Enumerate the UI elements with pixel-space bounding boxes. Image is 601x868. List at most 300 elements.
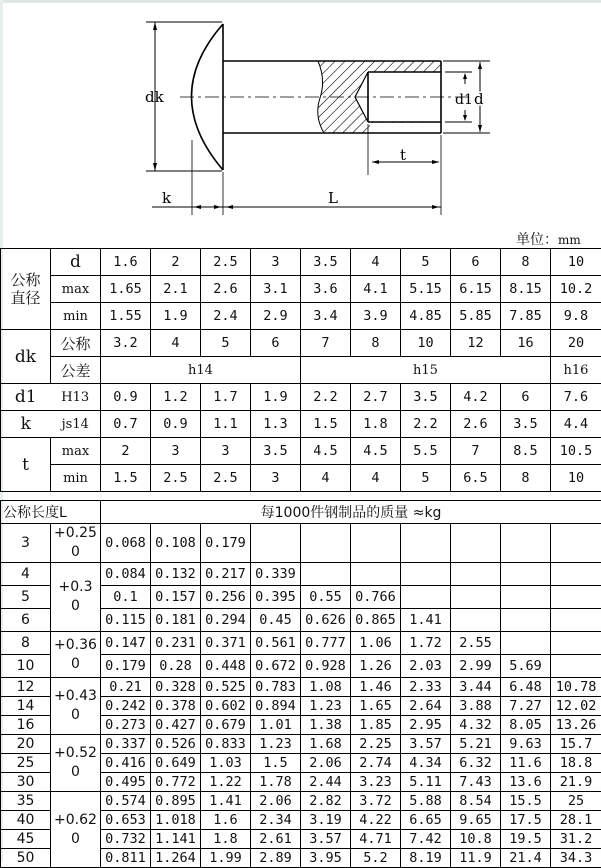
mass-cell — [551, 609, 601, 632]
cell: 2.7 — [351, 384, 401, 411]
mass-cell: 1.018 — [151, 811, 201, 830]
d1-tolerance: H13 — [51, 384, 101, 411]
tolerance-lower: 0 — [51, 597, 100, 616]
mass-cell: 18.8 — [551, 754, 601, 773]
mass-cell: 1.264 — [151, 849, 201, 868]
cell: 6.5 — [451, 465, 501, 492]
mass-cell — [451, 586, 501, 609]
spec-table — [0, 248, 601, 492]
cell: h14 — [101, 357, 301, 384]
mass-cell: 9.65 — [451, 811, 501, 830]
cell: 12 — [451, 330, 501, 357]
mass-cell: 0.108 — [151, 524, 201, 563]
mass-cell: 0.132 — [151, 563, 201, 586]
mass-cell — [451, 563, 501, 586]
mass-cell: 1.08 — [301, 678, 351, 697]
dk-nominal-label: 公称 — [51, 330, 101, 357]
cell: 1.55 — [101, 303, 151, 330]
row-d-max — [1, 276, 601, 303]
dk-label: dk — [145, 88, 165, 106]
cell: 4.5 — [301, 438, 351, 465]
mass-cell: 0.427 — [151, 716, 201, 735]
mass-cell — [501, 586, 551, 609]
mass-cell: 4.22 — [351, 811, 401, 830]
cell: 4 — [151, 330, 201, 357]
cell: 6.15 — [451, 276, 501, 303]
cell: 3.6 — [301, 276, 351, 303]
mass-header: 每1000件钢制品的质量 ≈kg — [101, 501, 601, 524]
mass-cell: 0.256 — [201, 586, 251, 609]
mass-cell: 0.1 — [101, 586, 151, 609]
mass-cell — [251, 524, 301, 563]
mass-cell: 2.06 — [251, 792, 301, 811]
cell: 3 — [251, 249, 301, 276]
min-label: min — [51, 465, 101, 492]
cell: 4.4 — [551, 411, 601, 438]
row-k — [1, 411, 601, 438]
mass-cell: 2.34 — [251, 811, 301, 830]
mass-cell: 0.766 — [351, 586, 401, 609]
length-tolerance-cell — [51, 735, 101, 792]
mass-cell: 3.88 — [451, 697, 501, 716]
mass-cell: 0.574 — [101, 792, 151, 811]
cell: 3.1 — [251, 276, 301, 303]
mass-cell: 1.68 — [301, 735, 351, 754]
cell: 4 — [351, 249, 401, 276]
length-cell: 8 — [1, 632, 51, 655]
mass-cell: 1.23 — [301, 697, 351, 716]
cell: 10.2 — [551, 276, 601, 303]
mass-cell: 2.64 — [401, 697, 451, 716]
mass-cell: 2.33 — [401, 678, 451, 697]
cell: 8 — [501, 249, 551, 276]
mass-header-row — [1, 501, 601, 524]
mass-cell: 1.72 — [401, 632, 451, 655]
tolerance-upper: +0.3 — [51, 578, 100, 597]
mass-cell: 8.05 — [501, 716, 551, 735]
mass-cell: 1.85 — [351, 716, 401, 735]
mass-cell: 1.46 — [351, 678, 401, 697]
mass-cell: 28.1 — [551, 811, 601, 830]
length-cell: 45 — [1, 830, 51, 849]
mass-cell — [551, 586, 601, 609]
mass-cell: 0.217 — [201, 563, 251, 586]
mass-cell: 0.865 — [351, 609, 401, 632]
length-tolerance-cell — [51, 563, 101, 632]
length-cell: 35 — [1, 792, 51, 811]
mass-cell: 1.23 — [251, 735, 301, 754]
cell: 16 — [501, 330, 551, 357]
mass-cell: 3.44 — [451, 678, 501, 697]
mass-cell: 0.416 — [101, 754, 151, 773]
length-tolerance-cell — [51, 524, 101, 563]
mass-cell — [351, 563, 401, 586]
cell: 2.9 — [251, 303, 301, 330]
mass-cell: 21.9 — [551, 773, 601, 792]
unit-value: mm — [558, 233, 581, 247]
length-tolerance-cell — [51, 632, 101, 678]
length-cell: 25 — [1, 754, 51, 773]
mass-cell: 2.06 — [301, 754, 351, 773]
cell: 0.9 — [101, 384, 151, 411]
mass-cell: 1.38 — [301, 716, 351, 735]
mass-cell: 0.179 — [101, 655, 151, 678]
mass-cell: 2.61 — [251, 830, 301, 849]
cell: 4 — [351, 465, 401, 492]
cell: 10 — [551, 465, 601, 492]
mass-cell: 21.4 — [501, 849, 551, 868]
mass-cell: 10.78 — [551, 678, 601, 697]
cell: 2 — [101, 438, 151, 465]
cell: 3.5 — [401, 384, 451, 411]
max-label: max — [51, 438, 101, 465]
cell: 5.85 — [451, 303, 501, 330]
cell: 2.2 — [401, 411, 451, 438]
mass-cell: 0.649 — [151, 754, 201, 773]
mass-cell: 0.894 — [251, 697, 301, 716]
mass-cell: 1.99 — [201, 849, 251, 868]
row-dk-nominal — [1, 330, 601, 357]
mass-cell: 1.6 — [201, 811, 251, 830]
mass-cell: 4.71 — [351, 830, 401, 849]
mass-cell — [501, 609, 551, 632]
mass-cell: 1.78 — [251, 773, 301, 792]
cell: 5 — [401, 465, 451, 492]
mass-cell: 1.03 — [201, 754, 251, 773]
cell: 3.5 — [301, 249, 351, 276]
mass-cell — [551, 655, 601, 678]
mass-cell: 6.32 — [451, 754, 501, 773]
d-header: d — [51, 249, 101, 276]
mass-cell: 5.69 — [501, 655, 551, 678]
cell: 7.6 — [551, 384, 601, 411]
mass-cell: 3.23 — [351, 773, 401, 792]
length-cell: 14 — [1, 697, 51, 716]
mass-cell: 0.28 — [151, 655, 201, 678]
mass-cell: 0.679 — [201, 716, 251, 735]
cell: 10 — [551, 249, 601, 276]
cell: 8 — [351, 330, 401, 357]
mass-cell: 1.65 — [351, 697, 401, 716]
length-cell: 3 — [1, 524, 51, 563]
tolerance-upper: +0.25 — [51, 524, 100, 543]
mass-cell: 0.772 — [151, 773, 201, 792]
cell: 3.2 — [101, 330, 151, 357]
mass-cell: 0.328 — [151, 678, 201, 697]
mass-cell: 11.6 — [501, 754, 551, 773]
mass-cell: 0.777 — [301, 632, 351, 655]
cell: 3.4 — [301, 303, 351, 330]
mass-row — [1, 632, 601, 655]
cell: 5 — [401, 249, 451, 276]
k-label: k — [162, 189, 172, 207]
cell: 20 — [551, 330, 601, 357]
mass-cell: 11.9 — [451, 849, 501, 868]
cell: 5 — [201, 330, 251, 357]
tolerance-lower: 0 — [51, 706, 100, 725]
length-cell: 40 — [1, 811, 51, 830]
mass-cell: 0.378 — [151, 697, 201, 716]
mass-cell: 0.833 — [201, 735, 251, 754]
mass-cell: 25 — [551, 792, 601, 811]
row-dk-tolerance — [1, 357, 601, 384]
d1-header: d1 — [1, 384, 51, 411]
cell: 8.5 — [501, 438, 551, 465]
mass-cell: 0.157 — [151, 586, 201, 609]
mass-cell: 0.084 — [101, 563, 151, 586]
mass-cell: 0.783 — [251, 678, 301, 697]
length-cell: 5 — [1, 586, 51, 609]
mass-cell: 3.57 — [301, 830, 351, 849]
mass-row — [1, 563, 601, 586]
mass-cell: 2.95 — [401, 716, 451, 735]
mass-cell — [551, 524, 601, 563]
mass-cell: 2.82 — [301, 792, 351, 811]
mass-cell — [401, 563, 451, 586]
nominal-diameter-label: 公称直径 — [1, 249, 51, 330]
mass-cell: 7.43 — [451, 773, 501, 792]
mass-cell — [451, 524, 501, 563]
cell: 3 — [201, 438, 251, 465]
tolerance-lower: 0 — [51, 655, 100, 674]
t-header: t — [1, 438, 51, 492]
d1-label: d1 — [455, 92, 473, 108]
cell: 5.5 — [401, 438, 451, 465]
mass-cell: 6.65 — [401, 811, 451, 830]
mass-cell — [401, 586, 451, 609]
cell: 2 — [151, 249, 201, 276]
mass-cell — [551, 563, 601, 586]
row-d — [1, 249, 601, 276]
cell: 1.5 — [101, 465, 151, 492]
mass-table-body — [1, 501, 601, 868]
dk-tolerance-label: 公差 — [51, 357, 101, 384]
cell: 2.5 — [201, 465, 251, 492]
tolerance-upper: +0.52 — [51, 744, 100, 763]
cell: 4.1 — [351, 276, 401, 303]
cell: 2.5 — [201, 249, 251, 276]
cell: 3.5 — [501, 411, 551, 438]
mass-cell: 0.732 — [101, 830, 151, 849]
length-cell: 50 — [1, 849, 51, 868]
mass-cell: 0.339 — [251, 563, 301, 586]
cell: 1.1 — [201, 411, 251, 438]
mass-cell — [401, 524, 451, 563]
mass-cell: 8.19 — [401, 849, 451, 868]
mass-cell: 5.88 — [401, 792, 451, 811]
tolerance-upper: +0.43 — [51, 687, 100, 706]
k-tolerance: js14 — [51, 411, 101, 438]
mass-cell: 15.5 — [501, 792, 551, 811]
cell: 4.85 — [401, 303, 451, 330]
cell: h16 — [551, 357, 601, 384]
mass-cell: 13.6 — [501, 773, 551, 792]
mass-cell: 0.525 — [201, 678, 251, 697]
cell: 2.5 — [151, 465, 201, 492]
tolerance-upper: +0.62 — [51, 811, 100, 830]
mass-cell — [301, 563, 351, 586]
mass-cell: 7.27 — [501, 697, 551, 716]
mass-cell — [501, 524, 551, 563]
mass-cell: 0.068 — [101, 524, 151, 563]
length-header: 公称长度L — [1, 501, 101, 524]
mass-cell: 17.5 — [501, 811, 551, 830]
mass-cell: 1.41 — [401, 609, 451, 632]
cell: 0.9 — [151, 411, 201, 438]
cell: 2.1 — [151, 276, 201, 303]
mass-cell: 13.26 — [551, 716, 601, 735]
mass-cell: 9.63 — [501, 735, 551, 754]
cell: 2.4 — [201, 303, 251, 330]
k-header: k — [1, 411, 51, 438]
d-label: d — [474, 90, 484, 108]
mass-cell: 0.242 — [101, 697, 151, 716]
mass-cell: 0.231 — [151, 632, 201, 655]
min-label: min — [51, 303, 101, 330]
cell: 1.7 — [201, 384, 251, 411]
length-tolerance-cell — [51, 678, 101, 735]
cell: 3 — [151, 438, 201, 465]
mass-cell: 5.2 — [351, 849, 401, 868]
tolerance-upper: +0.36 — [51, 636, 100, 655]
length-cell: 20 — [1, 735, 51, 754]
mass-cell: 0.602 — [201, 697, 251, 716]
mass-cell: 34.3 — [551, 849, 601, 868]
cell: 1.5 — [301, 411, 351, 438]
mass-cell: 1.141 — [151, 830, 201, 849]
L-label: L — [328, 189, 338, 207]
mass-cell: 0.55 — [301, 586, 351, 609]
unit-caption: 单位： — [516, 232, 558, 248]
row-d1 — [1, 384, 601, 411]
mass-row — [1, 735, 601, 754]
mass-cell — [501, 563, 551, 586]
mass-cell — [451, 609, 501, 632]
mass-cell: 5.11 — [401, 773, 451, 792]
mass-cell — [301, 524, 351, 563]
cell: 1.9 — [251, 384, 301, 411]
tolerance-lower: 0 — [51, 763, 100, 782]
row-t-min — [1, 465, 601, 492]
row-t-max — [1, 438, 601, 465]
mass-cell: 5.21 — [451, 735, 501, 754]
mass-cell: 0.294 — [201, 609, 251, 632]
mass-cell — [551, 632, 601, 655]
mass-cell: 0.653 — [101, 811, 151, 830]
cell: 3 — [251, 465, 301, 492]
mass-cell: 3.95 — [301, 849, 351, 868]
mass-cell: 19.5 — [501, 830, 551, 849]
mass-cell: 1.8 — [201, 830, 251, 849]
mass-cell: 1.41 — [201, 792, 251, 811]
mass-cell: 4.32 — [451, 716, 501, 735]
cell: 2.6 — [451, 411, 501, 438]
cell: 6 — [451, 249, 501, 276]
max-label: max — [51, 276, 101, 303]
mass-cell: 1.5 — [251, 754, 301, 773]
mass-table — [0, 500, 601, 868]
cell: 4 — [301, 465, 351, 492]
mass-cell: 0.561 — [251, 632, 301, 655]
mass-cell: 8.54 — [451, 792, 501, 811]
cell: 1.3 — [251, 411, 301, 438]
cell: 8.15 — [501, 276, 551, 303]
mass-cell: 0.626 — [301, 609, 351, 632]
tolerance-lower: 0 — [51, 830, 100, 849]
mass-cell: 3.19 — [301, 811, 351, 830]
mass-cell — [501, 632, 551, 655]
cell: 1.9 — [151, 303, 201, 330]
cell: 7 — [451, 438, 501, 465]
length-cell: 10 — [1, 655, 51, 678]
mass-cell: 3.57 — [401, 735, 451, 754]
cell: 3.5 — [251, 438, 301, 465]
dk-header: dk — [1, 330, 51, 384]
cell: 8 — [501, 465, 551, 492]
mass-cell: 2.89 — [251, 849, 301, 868]
mass-cell: 2.03 — [401, 655, 451, 678]
cell: 4.5 — [351, 438, 401, 465]
length-cell: 6 — [1, 609, 51, 632]
cell: 1.8 — [351, 411, 401, 438]
mass-cell: 10.8 — [451, 830, 501, 849]
mass-cell — [351, 524, 401, 563]
cell: 4.2 — [451, 384, 501, 411]
cell: 2.2 — [301, 384, 351, 411]
cell: 10.5 — [551, 438, 601, 465]
mass-cell: 0.672 — [251, 655, 301, 678]
cell: 9.8 — [551, 303, 601, 330]
unit-label — [516, 229, 581, 249]
cell: 6 — [501, 384, 551, 411]
t-label: t — [400, 146, 406, 164]
mass-cell: 2.25 — [351, 735, 401, 754]
mass-row — [1, 524, 601, 563]
cell: 1.6 — [101, 249, 151, 276]
cell: 10 — [401, 330, 451, 357]
mass-cell: 2.74 — [351, 754, 401, 773]
cell: 2.6 — [201, 276, 251, 303]
mass-cell: 31.2 — [551, 830, 601, 849]
cell: h15 — [301, 357, 551, 384]
cell: 1.2 — [151, 384, 201, 411]
mass-cell: 0.21 — [101, 678, 151, 697]
cell: 7.85 — [501, 303, 551, 330]
length-cell: 30 — [1, 773, 51, 792]
cell: 1.65 — [101, 276, 151, 303]
mass-cell: 0.495 — [101, 773, 151, 792]
mass-cell: 15.7 — [551, 735, 601, 754]
mass-cell: 0.181 — [151, 609, 201, 632]
length-cell: 4 — [1, 563, 51, 586]
mass-cell: 0.147 — [101, 632, 151, 655]
mass-cell: 2.44 — [301, 773, 351, 792]
cell: 6 — [251, 330, 301, 357]
cell: 0.7 — [101, 411, 151, 438]
mass-cell: 2.55 — [451, 632, 501, 655]
mass-cell: 2.99 — [451, 655, 501, 678]
mass-cell: 1.06 — [351, 632, 401, 655]
mass-cell: 6.48 — [501, 678, 551, 697]
mass-cell: 0.179 — [201, 524, 251, 563]
mass-cell: 0.928 — [301, 655, 351, 678]
mass-cell: 0.811 — [101, 849, 151, 868]
mass-cell: 12.02 — [551, 697, 601, 716]
mass-cell: 4.34 — [401, 754, 451, 773]
mass-cell: 0.273 — [101, 716, 151, 735]
mass-cell: 3.72 — [351, 792, 401, 811]
mass-cell: 0.526 — [151, 735, 201, 754]
